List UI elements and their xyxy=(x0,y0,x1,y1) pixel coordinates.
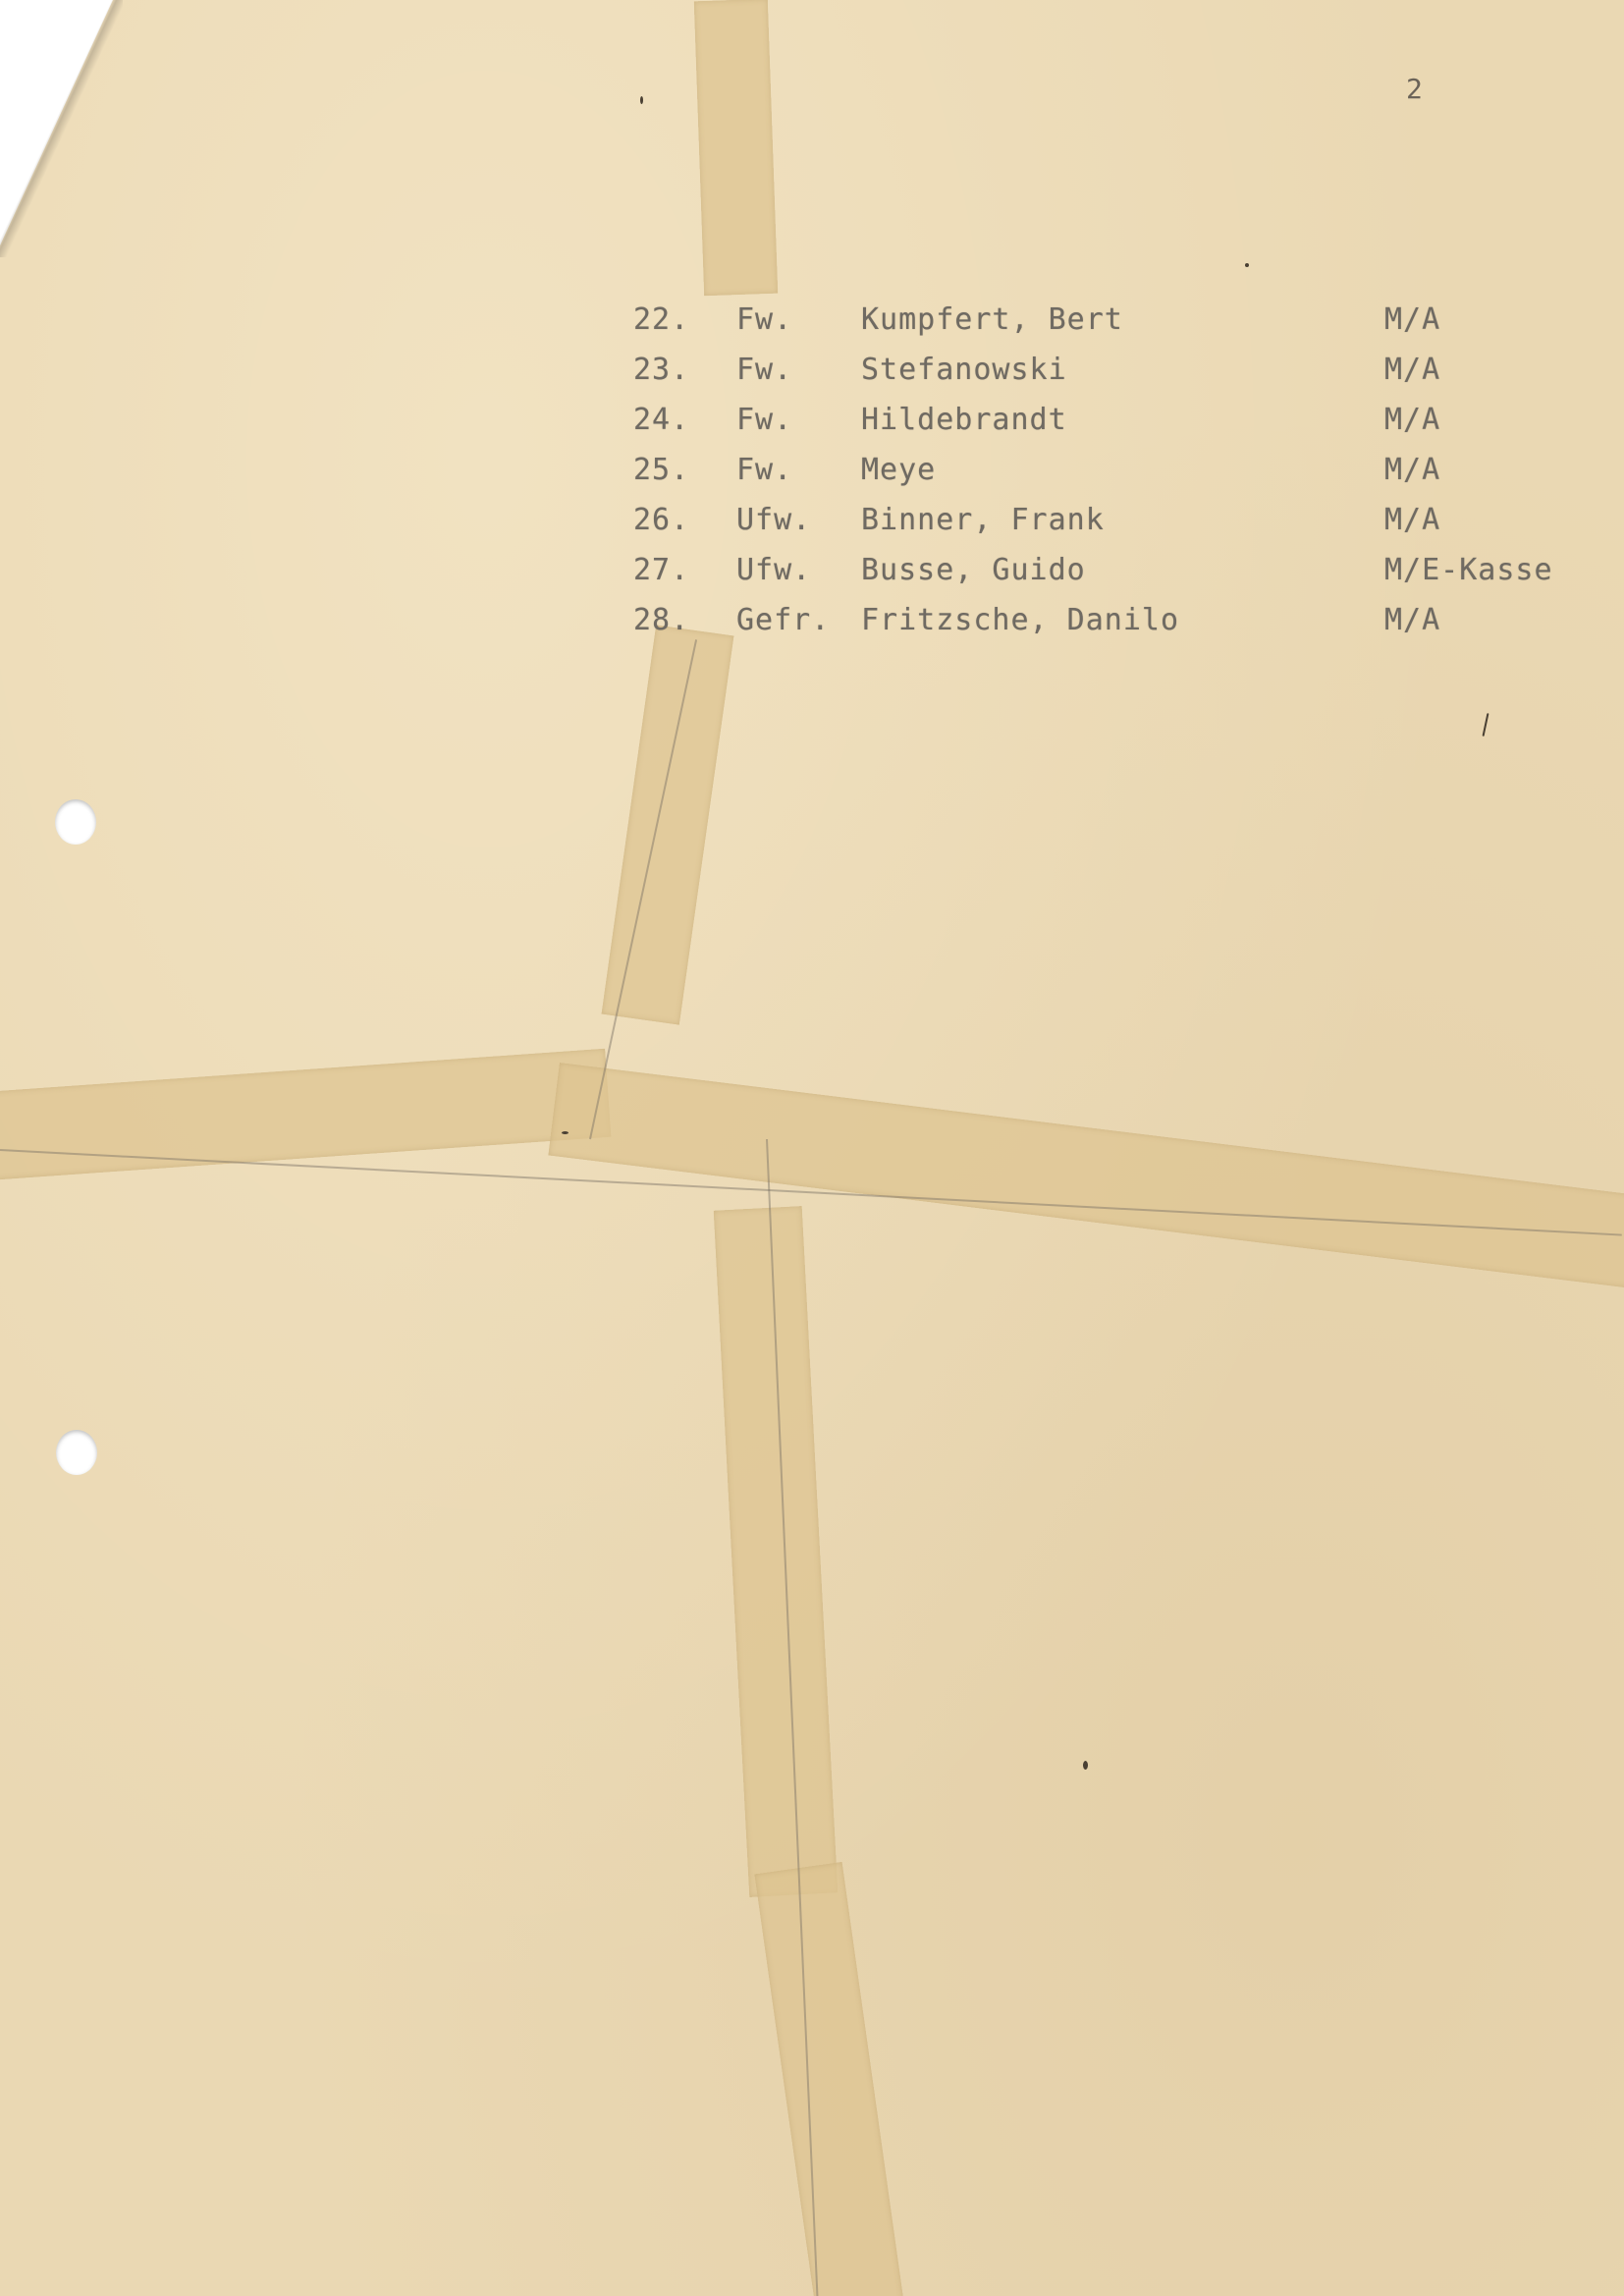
pen-mark xyxy=(1483,713,1489,737)
entry-rank: Ufw. xyxy=(736,553,812,587)
personnel-roster xyxy=(633,302,1596,653)
entry-assignment: M/A xyxy=(1384,603,1441,637)
entry-number: 22. xyxy=(633,302,690,337)
speck xyxy=(562,1131,568,1134)
roster-row xyxy=(633,403,1596,453)
roster-row xyxy=(633,503,1596,553)
repair-tape-strip xyxy=(714,1206,839,1897)
entry-name: Meye xyxy=(861,453,937,487)
repair-tape-strip xyxy=(754,1862,904,2296)
repair-tape-strip xyxy=(602,625,734,1024)
torn-corner-edge xyxy=(0,0,123,257)
entry-assignment: M/A xyxy=(1384,353,1441,387)
entry-rank: Fw. xyxy=(736,353,793,387)
entry-name: Fritzsche, Danilo xyxy=(861,603,1180,637)
roster-row xyxy=(633,603,1596,653)
entry-name: Busse, Guido xyxy=(861,553,1086,587)
entry-number: 26. xyxy=(633,503,690,537)
entry-rank: Fw. xyxy=(736,403,793,437)
roster-row xyxy=(633,353,1596,403)
speck xyxy=(640,96,643,104)
entry-rank: Fw. xyxy=(736,453,793,487)
entry-rank: Ufw. xyxy=(736,503,812,537)
entry-assignment: M/A xyxy=(1384,503,1441,537)
entry-name: Kumpfert, Bert xyxy=(861,302,1123,337)
entry-assignment: M/A xyxy=(1384,403,1441,437)
entry-name: Hildebrandt xyxy=(861,403,1067,437)
roster-row xyxy=(633,453,1596,503)
entry-number: 23. xyxy=(633,353,690,387)
speck xyxy=(1083,1761,1088,1770)
punch-hole xyxy=(55,799,96,845)
entry-rank: Gefr. xyxy=(736,603,831,637)
entry-name: Binner, Frank xyxy=(861,503,1105,537)
entry-assignment: M/E-Kasse xyxy=(1384,553,1553,587)
repair-tape-strip xyxy=(548,1063,1624,1289)
entry-number: 27. xyxy=(633,553,690,587)
speck xyxy=(1245,263,1249,267)
punch-hole xyxy=(56,1430,97,1475)
entry-assignment: M/A xyxy=(1384,453,1441,487)
page-number: 2 xyxy=(1406,73,1423,105)
roster-row xyxy=(633,553,1596,603)
repair-tape-strip xyxy=(0,1049,611,1180)
entry-number: 28. xyxy=(633,603,690,637)
entry-number: 24. xyxy=(633,403,690,437)
entry-rank: Fw. xyxy=(736,302,793,337)
entry-number: 25. xyxy=(633,453,690,487)
entry-assignment: M/A xyxy=(1384,302,1441,337)
roster-row xyxy=(633,302,1596,353)
repair-tape-strip xyxy=(694,0,778,296)
entry-name: Stefanowski xyxy=(861,353,1067,387)
